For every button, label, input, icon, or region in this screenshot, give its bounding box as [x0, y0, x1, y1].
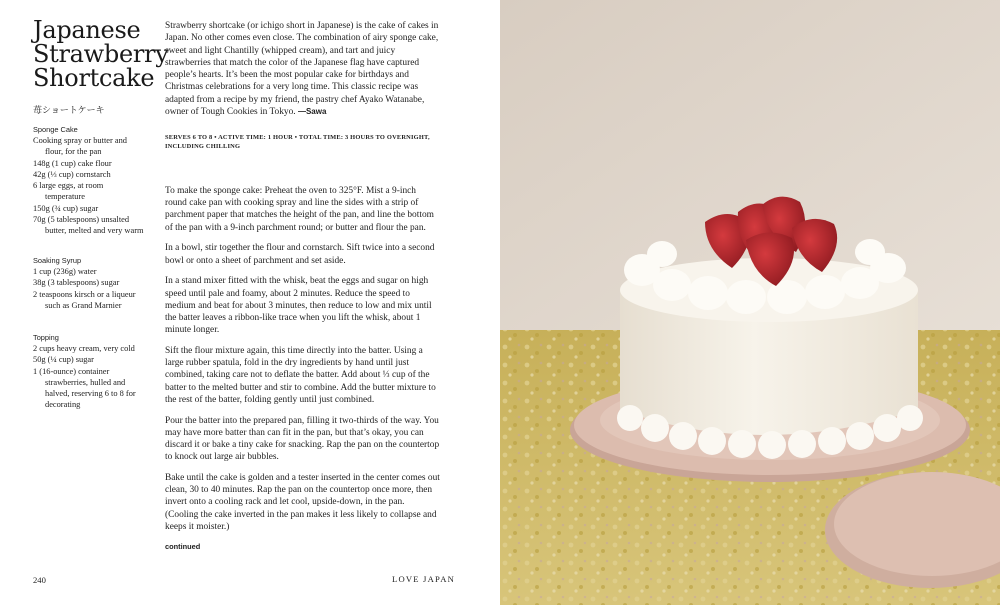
method-step: To make the sponge cake: Preheat the oven to 325°F. Mist a 9-inch round cake pan with cooking spray and line the sides with a strip of parchment paper that matches the height of the pan, and line the bottom of the pan with a 9-inch parchment round; or butter and flour the pan.: [165, 186, 434, 233]
method-steps: [165, 185, 440, 542]
ingredient-item: 42g (⅓ cup) cornstarch: [33, 169, 111, 179]
title-line-3: Shortcake: [33, 64, 155, 92]
ingredient-item: 6 large eggs, at room temperature: [33, 181, 104, 202]
intro-text: Strawberry shortcake (or ichigo short in Japanese) is the cake of cakes in Japan. No other comes even close. The combination of airy sponge cake, sweet and light Chantilly (whipped cream), and tart and juicy strawberries that match the color of the Japanese flag have captured people’s hearts. It’s been the most popular cake for birthdays and Christmas celebrations for a very long time. This classic recipe was adapted from a recipe by my friend, the pastry chef Ayako Watanabe, owner of Tough Cookies in Tokyo.: [165, 21, 439, 118]
method-step: Pour the batter into the prepared pan, filling it two-thirds of the way. You may have more batter than can fit in the pan, but that’s okay, you can discard it or bake a tiny cake for snacking. Rap the pan on the countertop to knock out large air bubbles.: [165, 415, 440, 463]
title-line-2: Strawberry: [33, 40, 169, 68]
running-head: LOVE JAPAN: [392, 574, 456, 584]
ingredient-item: Cooking spray or butter and flour, for the pan: [33, 136, 127, 157]
ingredient-heading: Sponge Cake: [33, 125, 78, 134]
ingredients-sponge: [33, 124, 145, 237]
ingredient-item: 38g (3 tablespoons) sugar: [33, 278, 120, 288]
cake-photo: [500, 0, 1000, 605]
ingredient-item: 70g (5 tablespoons) unsalted butter, melted and very warm: [33, 215, 144, 236]
ingredient-item: 1 cup (236g) water: [33, 267, 97, 276]
ingredient-heading: Topping: [33, 333, 59, 342]
method-step: In a bowl, stir together the flour and cornstarch. Sift twice into a second bowl or onto a sheet of parchment and set aside.: [165, 243, 435, 266]
continued-label: continued: [165, 542, 201, 551]
method-step: Sift the flour mixture again, this time directly into the batter. Using a large rubber spatula, fold in the dry ingredients by hand until just combined, taking care not to deflate the batter. Add about ⅓ cup of the batter to the melted butter and stir to combine. Add the butter mixture to the rest of the batter, folding gently until just combined.: [165, 346, 436, 405]
recipe-intro: [165, 20, 440, 118]
ingredient-item: 150g (¾ cup) sugar: [33, 203, 99, 213]
recipe-meta: SERVES 6 TO 8 • ACTIVE TIME: 1 HOUR • TOTAL TIME: 3 HOURS TO OVERNIGHT, INCLUDING CHILLING: [165, 134, 430, 150]
ingredient-item: 1 (16-ounce) container strawberries, hulled and halved, reserving 6 to 8 for decorating: [33, 366, 136, 410]
recipe-title: [33, 16, 169, 92]
method-step: In a stand mixer fitted with the whisk, beat the eggs and sugar on high speed until pale and foamy, about 2 minutes. Reduce the speed to medium and beat for about 3 minutes, then reduce to low and mix until the batter leaves a ribbon-like trace when you lift the whisk, about 1 minute longer.: [165, 276, 432, 336]
ingredient-item: 2 teaspoons kirsch or a liqueur such as Grand Marnier: [33, 289, 136, 310]
strawberry-shortcake-image: [500, 0, 1000, 605]
japanese-title: 苺ショートケーキ: [33, 106, 105, 116]
ingredient-item: 2 cups heavy cream, very cold: [33, 344, 135, 353]
intro-signature: —Sawa: [297, 107, 327, 117]
ingredient-item: 148g (1 cup) cake flour: [33, 158, 112, 168]
title-line-1: Japanese: [33, 16, 141, 44]
ingredients-syrup: [33, 255, 145, 311]
ingredients-topping: [33, 332, 145, 411]
ingredient-item: 50g (¼ cup) sugar: [33, 355, 94, 365]
method-step: Bake until the cake is golden and a tester inserted in the center comes out clean, 30 to 40 minutes. Rap the pan on the countertop once more, then invert onto a cooling rack and let cool, upside-down, in the pan. (Cooling the cake inverted in the pan makes it less likely to collapse and keeps it moister.): [165, 473, 440, 532]
ingredient-heading: Soaking Syrup: [33, 256, 82, 265]
page-number: 240: [33, 575, 46, 585]
